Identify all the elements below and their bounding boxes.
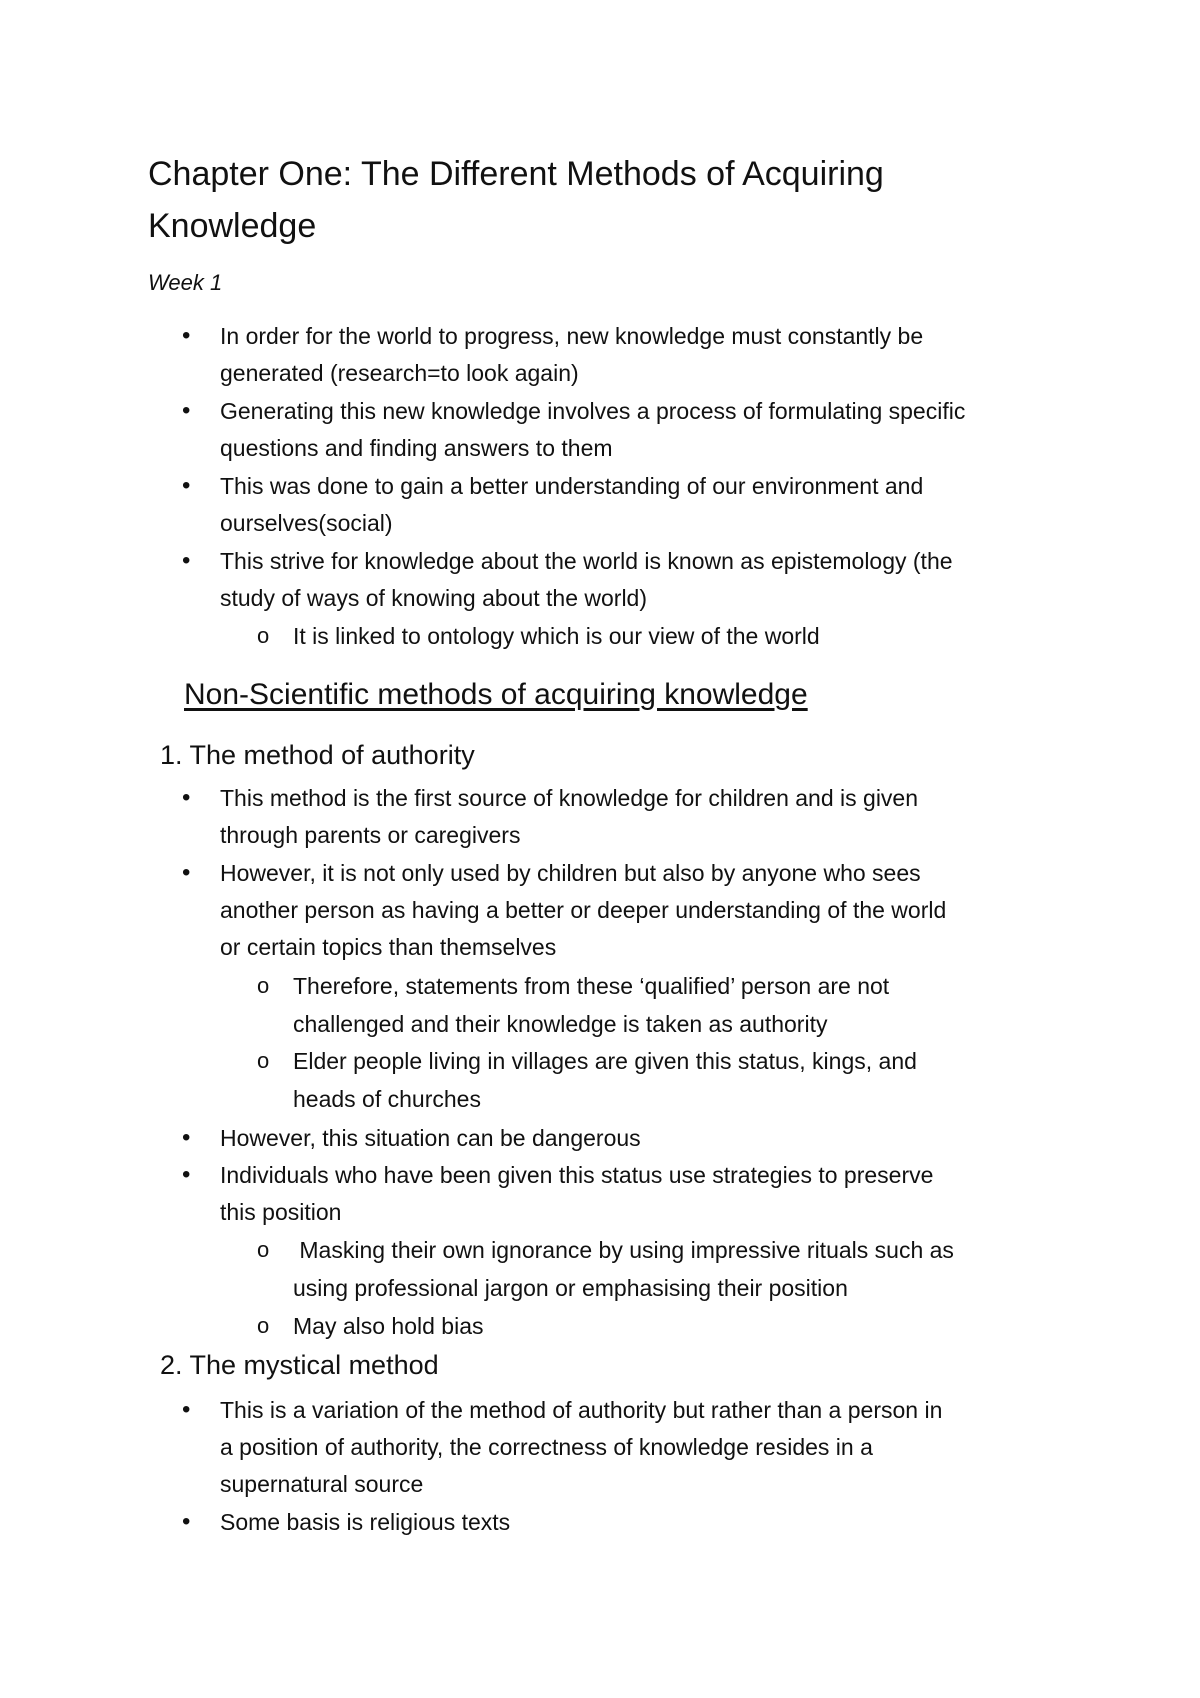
bullet-marker: •	[182, 1508, 191, 1535]
bullet-marker: •	[182, 859, 191, 886]
method-1-bullet-1-line-2: through parents or caregivers	[220, 822, 521, 848]
week-label: Week 1	[148, 270, 223, 295]
intro-bullet-1-line-2: generated (research=to look again)	[220, 360, 579, 386]
sub-bullet-marker: o	[257, 1313, 270, 1338]
method-1-bullet-2-line-3: or certain topics than themselves	[220, 934, 557, 960]
chapter-title-line-1: Chapter One: The Different Methods of Acquiring	[148, 155, 884, 193]
method-1-heading: 1. The method of authority	[160, 740, 475, 770]
method-1-bullet-1-line-1: This method is the first source of knowledge for children and is given	[220, 785, 919, 811]
method-1-bullet-2-line-2: another person as having a better or deeper understanding of the world	[220, 897, 947, 923]
method-1-bullet-3: However, this situation can be dangerous	[220, 1125, 641, 1151]
intro-bullet-2-line-2: questions and finding answers to them	[220, 435, 613, 461]
method-2-bullet-2: Some basis is religious texts	[220, 1509, 511, 1535]
intro-sub-bullet: It is linked to ontology which is our view of the world	[293, 623, 820, 649]
method-1-sub-3-line-2: using professional jargon or emphasising their position	[293, 1275, 848, 1301]
method-2-bullet-1-line-3: supernatural source	[220, 1471, 424, 1497]
sub-bullet-marker: o	[257, 1048, 270, 1073]
method-2-bullet-1-line-2: a position of authority, the correctness of knowledge resides in a	[220, 1434, 873, 1460]
bullet-marker: •	[182, 1124, 191, 1151]
method-1-sub-2-line-2: heads of churches	[293, 1086, 481, 1112]
intro-bullet-4-line-1: This strive for knowledge about the world is known as epistemology (the	[220, 548, 953, 574]
sub-bullet-marker: o	[257, 973, 270, 998]
method-1-bullet-4-line-1: Individuals who have been given this status use strategies to preserve	[220, 1162, 934, 1188]
method-2-bullet-1-line-1: This is a variation of the method of authority but rather than a person in	[220, 1397, 943, 1423]
method-1-sub-2-line-1: Elder people living in villages are given this status, kings, and	[293, 1048, 917, 1074]
intro-bullet-4-line-2: study of ways of knowing about the world)	[220, 585, 648, 611]
bullet-marker: •	[182, 1161, 191, 1188]
method-1-bullet-4-line-2: this position	[220, 1199, 342, 1225]
bullet-marker: •	[182, 784, 191, 811]
method-2-heading: 2. The mystical method	[160, 1350, 439, 1380]
method-1-bullet-2-line-1: However, it is not only used by children but also by anyone who sees	[220, 860, 921, 886]
bullet-marker: •	[182, 472, 191, 499]
bullet-marker: •	[182, 322, 191, 349]
intro-bullet-2-line-1: Generating this new knowledge involves a process of formulating specific	[220, 398, 966, 424]
method-1-sub-3-line-1: Masking their own ignorance by using impressive rituals such as	[293, 1237, 954, 1263]
method-1-sub-1-line-1: Therefore, statements from these ‘qualified’ person are not	[293, 973, 890, 999]
intro-bullet-1-line-1: In order for the world to progress, new knowledge must constantly be	[220, 323, 924, 349]
intro-bullet-3-line-1: This was done to gain a better understanding of our environment and	[220, 473, 924, 499]
chapter-title-line-2: Knowledge	[148, 207, 317, 245]
bullet-marker: •	[182, 397, 191, 424]
sub-bullet-marker: o	[257, 623, 270, 648]
section-heading: Non-Scientific methods of acquiring knowledge	[184, 678, 808, 711]
bullet-marker: •	[182, 1396, 191, 1423]
method-1-sub-4: May also hold bias	[293, 1313, 484, 1339]
sub-bullet-marker: o	[257, 1237, 270, 1262]
bullet-marker: •	[182, 547, 191, 574]
intro-bullet-3-line-2: ourselves(social)	[220, 510, 393, 536]
method-1-sub-1-line-2: challenged and their knowledge is taken as authority	[293, 1011, 828, 1037]
